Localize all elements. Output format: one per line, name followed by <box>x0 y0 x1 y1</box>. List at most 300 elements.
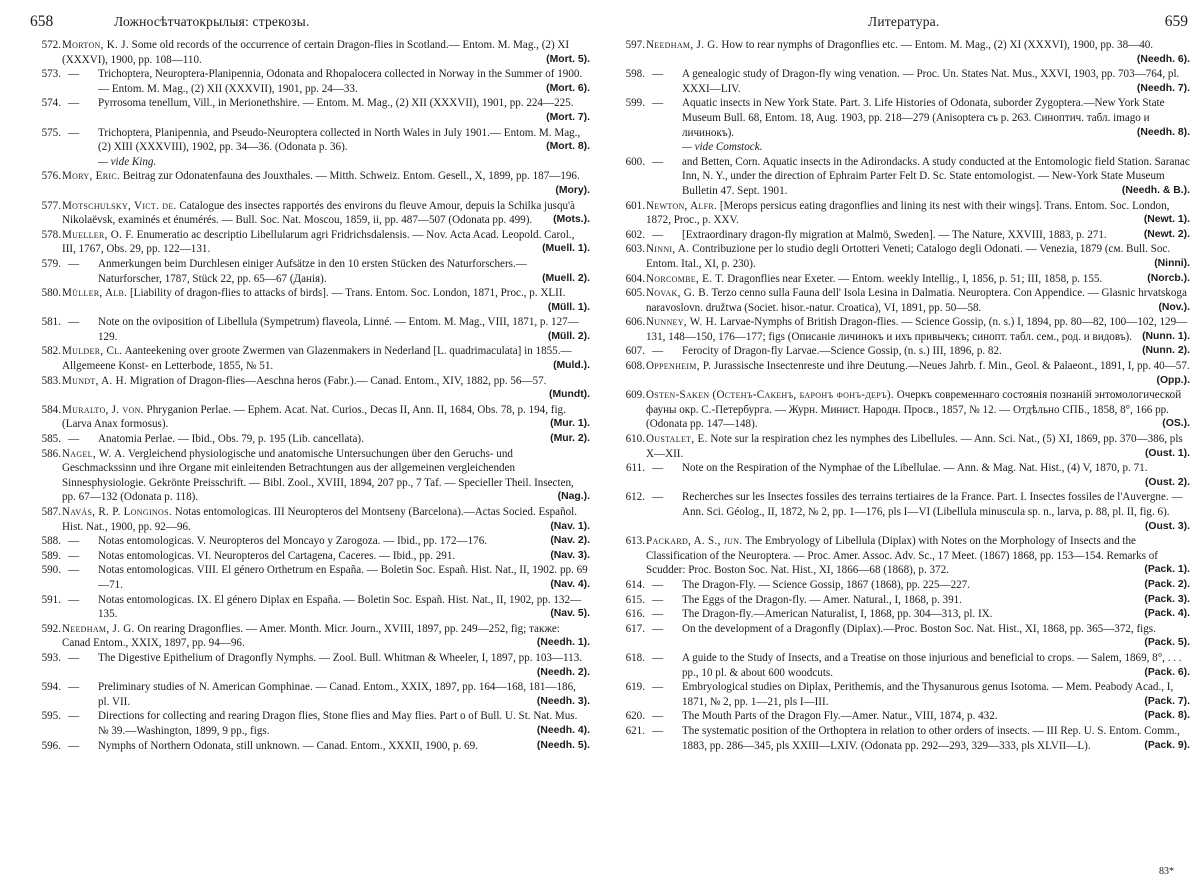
citation-tag: (Müll. 1). <box>547 301 590 313</box>
citation-tag: (Nav. 5). <box>550 608 590 620</box>
citation-tag: (Nav. 2). <box>550 535 590 547</box>
citation-tag: (Pack. 7). <box>1144 695 1190 707</box>
citation-tag: (Mur. 2). <box>550 433 590 445</box>
entry-body <box>646 534 1190 578</box>
entry-text: [Merops persicus eating dragonflies and lining its nest with their wings]. Trans. Entom. Soc. London, 1872, Proc., p. XXV. <box>646 199 1170 227</box>
entry-author <box>646 200 717 212</box>
bibliography-entry <box>28 549 590 564</box>
citation-tag: (Müll. 2). <box>547 330 590 342</box>
citation-tag: (Mots.). <box>553 214 590 226</box>
ditto-dash: — <box>68 739 80 752</box>
bibliography-entry <box>612 359 1190 388</box>
bibliography-entry <box>28 403 590 432</box>
citation-tag: (Pack. 9). <box>1144 739 1190 751</box>
entry-text: Ferocity of Dragon-fly Larvae.—Science Gossip, (n. s.) III, 1896, p. 82. <box>682 345 1002 358</box>
entry-body <box>98 593 590 622</box>
bibliography-entry <box>612 651 1190 680</box>
entry-text: Contribuzione per lo studio degli Ortotteri Veneti; Catalogo degli Odonati. — Venezia, 1879 (см. Bull. Soc. Entom. Ital., XI, p. 230). <box>646 243 1171 270</box>
citation-tag: (Pack. 6). <box>1144 666 1190 678</box>
entry-text: Catalogue des insectes rapportés des environs du fleuve Amour, depuis la Schilka jusqu'à Nikolaëvsk, examinés et énumérés. — Bull. Soc. Nat. Moscou, 1859, ii, pp. 487—507 (Odonata pp. 499). <box>62 199 575 227</box>
bibliography-entry <box>612 242 1190 271</box>
bibliography-entry <box>612 724 1190 753</box>
entry-number: 615. <box>625 593 645 606</box>
citation-tag: (Mort. 5). <box>546 53 590 65</box>
bibliography-entry <box>28 534 590 549</box>
bibliography-entry <box>612 432 1190 461</box>
entry-author <box>62 200 177 212</box>
entry-text: Notas entomologicas. VI. Neuropteros del Cartagena, Caceres. — Ibid., pp. 291. <box>98 549 456 562</box>
entry-text: Jurassische Insectenreste und ihre Deutung.—Neues Jahrb. f. Min., Geol. & Palaeont., 1891, I, pp. 40—57. <box>713 360 1190 373</box>
bibliography-entry <box>612 607 1190 622</box>
entry-author <box>646 243 689 255</box>
citation-tag: (Pack. 8). <box>1144 710 1190 722</box>
entry-body <box>98 534 590 549</box>
entry-number: 611. <box>625 462 645 475</box>
entry-number: 594. <box>41 681 61 694</box>
bibliography-entry <box>612 344 1190 359</box>
citation-tag: (Newt. 1). <box>1143 214 1190 226</box>
bibliography-entry <box>28 432 590 447</box>
entry-text: The Dragon-fly.—American Naturalist, I, 1868, pp. 304—313, pl. IX. <box>682 608 993 621</box>
bibliography-entry <box>28 622 590 651</box>
entry-number: 617. <box>625 622 645 635</box>
bibliography-entry <box>612 680 1190 709</box>
author-name: Novak, G. B. <box>646 287 709 300</box>
ditto-dash: — <box>652 651 664 664</box>
entry-text: The Eggs of the Dragon-fly. — Amer. Natural., I, 1868, p. 391. <box>682 593 962 606</box>
bibliography-entry <box>612 228 1190 243</box>
entry-text: Trichoptera, Planipennia, and Pseudo-Neuroptera collected in North Wales in July 1901.— Entom. M. Mag., (2) XIII (XXXVIII), 1902, pp. 34—36. (Odonata p. 36). <box>98 126 581 154</box>
entry-number: 592. <box>41 622 61 635</box>
entry-body <box>98 315 590 344</box>
citation-tag: (Needh. 6). <box>1136 53 1190 65</box>
entry-author <box>62 623 135 635</box>
entry-number: 575. <box>41 126 61 139</box>
entry-number: 574. <box>41 97 61 110</box>
citation-tag: (Pack. 1). <box>1144 564 1190 576</box>
ditto-dash: — <box>68 651 80 664</box>
entry-body <box>682 724 1190 753</box>
entry-number: 584. <box>41 403 61 416</box>
entry-text: Vergleichend physiologische und anatomische Untersuchungen über den Geruchs- und Geschmackssinn und ihre Organe mit einleitenden Betrachtungen aus der allgemeinen vergleichenden Sinnesphysiologie. Gekrönte Preisschrift. — Bibl. Zool., XVIII, 1894, 207 pp., 7 Taf. — Specieller Theil. Insecten, pp. 67—132 (Odonata p. 118). <box>62 447 574 504</box>
bibliography-list <box>612 38 1190 753</box>
entry-text: Enumeratio ac descriptio Libellularum agri Fridrichsdalensis. — Nov. Acta Acad. Leopold. Carol., III, 1767, Obs. 29, pp. 122—131. <box>62 228 575 256</box>
entry-number: 600. <box>625 155 645 168</box>
author-name: Needham, J. G. <box>62 622 135 635</box>
entry-number: 616. <box>625 608 645 621</box>
entry-number: 577. <box>41 199 61 212</box>
ditto-dash: — <box>652 681 664 694</box>
entry-body <box>682 709 1190 724</box>
entry-body <box>682 228 1190 243</box>
bibliography-list <box>28 38 590 753</box>
entry-body <box>646 315 1190 344</box>
see-also-note: — vide Comstock. <box>682 141 763 154</box>
citation-tag: (Needh. 2). <box>536 666 590 678</box>
ditto-dash: — <box>652 345 664 358</box>
entry-text: and Betten, Corn. Aquatic insects in the Adirondacks. A study conducted at the Entomologic field Station. Saranac Inn, N. Y., under the direction of Ephraim Parter Felt D. Sc. State entomologist. — New-York State Museum Bulletin 47. Sept. 1901. <box>682 155 1190 197</box>
citation-tag: (Mur. 1). <box>550 418 590 430</box>
entry-text: The Digestive Epithelium of Dragonfly Nymphs. — Zool. Bull. Whitman & Wheeler, I, 1897, pp. 103—113. <box>98 651 583 664</box>
entry-author <box>646 389 894 401</box>
citation-tag: (Pack. 4). <box>1144 608 1190 620</box>
bibliography-entry <box>612 709 1190 724</box>
ditto-dash: — <box>652 593 664 606</box>
ditto-dash: — <box>68 593 80 606</box>
author-name: Packard, A. S., jun. <box>646 535 743 548</box>
entry-text: Note on the Respiration of the Nymphae of the Libellulae. — Ann. & Mag. Nat. Hist., (4) V, 1870, p. 71. <box>682 462 1148 475</box>
ditto-dash: — <box>68 433 80 446</box>
bibliography-entry <box>612 272 1190 287</box>
entry-body <box>98 432 590 447</box>
entry-number: 585. <box>41 433 61 446</box>
running-title: Литература. <box>868 14 940 29</box>
entry-author <box>646 273 724 285</box>
entry-body <box>98 709 590 738</box>
bibliography-entry <box>28 344 590 373</box>
ditto-dash: — <box>652 491 664 504</box>
citation-tag: (Needh. 5). <box>536 739 590 751</box>
entry-number: 605. <box>625 287 645 300</box>
entry-text: Nymphs of Northern Odonata, still unknown. — Canad. Entom., XXXII, 1900, p. 69. <box>98 739 478 752</box>
entry-author <box>62 506 172 518</box>
author-name: Newton, Alfr. <box>646 199 718 212</box>
author-name: Needham, J. G. <box>646 39 719 51</box>
bibliography-entry <box>612 593 1190 608</box>
entry-body <box>62 286 590 315</box>
citation-tag: (Oust. 2). <box>1144 476 1190 488</box>
ditto-dash: — <box>652 622 664 635</box>
left-page <box>28 0 590 891</box>
entry-text: Aquatic insects in New York State. Part. 3. Life Histories of Odonata, suborder Zygoptera.—New York State Museum Bull. 68, Entom. 18, Aug. 1903, pp. 218—279 (Anisoptera съ p. 263. Синоптич. табл. imago и личинокъ). <box>682 97 1165 139</box>
entry-number: 591. <box>41 593 61 606</box>
entry-number: 593. <box>41 651 61 664</box>
entry-body <box>646 38 1190 67</box>
bibliography-entry <box>28 126 590 155</box>
entry-number: 582. <box>41 345 61 358</box>
entry-text: Anatomia Perlae. — Ibid., Obs. 79, p. 195 (Lib. cancellata). <box>98 433 364 446</box>
bibliography-entry <box>612 67 1190 96</box>
author-name: Muralto, J. von. <box>62 403 144 416</box>
entry-body <box>62 228 590 257</box>
citation-tag: (Pack. 5). <box>1144 637 1190 649</box>
entry-text: Notas entomologicas. VIII. El género Orthetrum en España. — Boletin Soc. Españ. Hist. Nat., II, 1902. pp. 69—71. <box>98 564 588 591</box>
entry-text: Note sur la respiration chez les nymphes des Libellules. — Ann. Sci. Nat., (5) XI, 1869, pp. 370—386, pls X—XII. <box>646 433 1183 460</box>
entry-body <box>646 242 1190 271</box>
entry-body <box>98 96 590 125</box>
entry-number: 601. <box>625 199 645 212</box>
bibliography-entry <box>612 534 1190 578</box>
entry-text: The Dragon-Fly. — Science Gossip, 1867 (1868), pp. 225—227. <box>682 578 970 591</box>
entry-author <box>62 345 122 357</box>
citation-tag: (Ninni). <box>1154 257 1190 269</box>
author-name: Mueller, O. F. <box>62 228 134 241</box>
citation-tag: (Nov.). <box>1158 301 1190 313</box>
entry-author <box>62 375 127 387</box>
entry-body <box>646 432 1190 461</box>
entry-text: Phryganion Perlae. — Ephem. Acat. Nat. Curios., Decas II, Ann. II, 1684, Obs. 78, p. 194, fig. (Larva Anax formosus). <box>62 403 566 431</box>
citation-tag: (Mory). <box>555 184 590 196</box>
citation-tag: (Nav. 4). <box>550 578 590 590</box>
ditto-dash: — <box>652 155 664 168</box>
entry-author <box>646 360 711 372</box>
citation-tag: (Needh. 8). <box>1136 126 1190 138</box>
entry-text: A guide to the Study of Insects, and a Treatise on those injurious and beneficial to crops. — Salem, 1869, 8°, . . . pp., 10 pl. & about 600 woodcuts. <box>682 651 1182 679</box>
entry-text: The Mouth Parts of the Dragon Fly.—Amer. Natur., VIII, 1874, p. 432. <box>682 710 998 723</box>
bibliography-entry <box>28 96 590 125</box>
ditto-dash: — <box>68 710 80 723</box>
entry-number: 579. <box>41 257 61 270</box>
entry-body <box>62 403 590 432</box>
entry-body <box>646 388 1190 432</box>
ditto-dash: — <box>68 316 80 329</box>
entry-body <box>646 199 1190 228</box>
citation-tag: (Muld.). <box>553 360 590 372</box>
bibliography-entry <box>612 461 1190 490</box>
entry-body <box>682 490 1190 534</box>
citation-tag: (Nav. 3). <box>550 549 590 561</box>
entry-number: 576. <box>41 170 61 183</box>
bibliography-entry <box>28 169 590 198</box>
entry-text: [Liability of dragon-flies to attacks of birds]. — Trans. Entom. Soc. London, 1871, Proc., p. XLII. <box>129 287 566 300</box>
ditto-dash: — <box>68 97 80 110</box>
entry-number: 619. <box>625 681 645 694</box>
author-name: Morton, K. J. <box>62 39 129 51</box>
entry-body <box>682 155 1190 199</box>
entry-number: 618. <box>625 651 645 664</box>
bibliography-entry <box>28 593 590 622</box>
entry-number: 613. <box>625 535 645 548</box>
citation-tag: (Needh. 1). <box>536 637 590 649</box>
citation-tag: (Norcb.). <box>1147 272 1190 284</box>
entry-body <box>682 578 1190 593</box>
entry-author <box>646 535 742 547</box>
entry-number: 588. <box>41 535 61 548</box>
citation-tag: (Opp.). <box>1156 374 1190 386</box>
author-name: Nunney, W. H. <box>646 316 718 329</box>
page-number: 659 <box>1164 13 1188 30</box>
citation-tag: (Needh. 7). <box>1136 82 1190 94</box>
entry-text: Note on the oviposition of Libellula (Sympetrum) flaveola, Linné. — Entom. M. Mag., VIII, 1871, p. 127—129. <box>98 316 579 343</box>
ditto-dash: — <box>68 126 80 139</box>
signature-mark: 83* <box>1159 866 1174 877</box>
ditto-dash: — <box>652 578 664 591</box>
entry-text: Очеркъ современнаго состоянія познаній энтомологической фауны окр. С.-Петербурга. — Журн. Минист. Народн. Просв., 1857, № 12. — Отдѣльно СПБ., 1858, 8°, 166 pp. (Odonata pp. 147—148). <box>646 389 1182 431</box>
bibliography-entry <box>28 257 590 286</box>
citation-tag: (Newt. 2). <box>1143 228 1190 240</box>
bibliography-entry <box>28 315 590 344</box>
bibliography-entry <box>28 286 590 315</box>
entry-text: Aanteekening over groote Zwermen van Glazenmakers in Nederland [L. quadrimaculata] in 1855.—Allgemeene Konst- en Letterbode, 1855, № 51. <box>62 345 572 373</box>
bibliography-entry <box>612 490 1190 534</box>
entry-number: 573. <box>41 68 61 81</box>
entry-body <box>62 38 590 67</box>
entry-body <box>98 257 590 286</box>
author-name: Mory, Eric. <box>62 170 121 183</box>
entry-author <box>646 433 708 445</box>
citation-tag: (Nunn. 2). <box>1142 345 1190 357</box>
entry-body <box>682 622 1190 651</box>
entry-number: 604. <box>625 272 645 285</box>
ditto-dash: — <box>68 549 80 562</box>
entry-body <box>62 505 590 534</box>
author-name: Oustalet, E. <box>646 433 708 446</box>
ditto-dash: — <box>652 608 664 621</box>
bibliography-entry <box>612 199 1190 228</box>
bibliography-entry <box>612 38 1190 67</box>
entry-author <box>62 170 120 182</box>
entry-text: On rearing Dragonflies. — Amer. Month. Micr. Journ., XVIII, 1897, pp. 249—252, fig; также: Canad Entom., XXIX, 1897, pp. 94—96. <box>62 622 560 650</box>
page-header <box>612 0 1190 38</box>
page-number: 658 <box>30 13 54 30</box>
entry-text: Pyrrosoma tenellum, Vill., in Merionethshire. — Entom. M. Mag., (2) XII (XXXVII), 1901, pp. 224—225. <box>98 97 574 110</box>
entry-body <box>62 344 590 373</box>
entry-number: 609. <box>625 389 645 402</box>
bibliography-entry <box>28 228 590 257</box>
entry-body <box>682 344 1190 359</box>
entry-body <box>646 272 1190 287</box>
author-name: Ninni, A. <box>646 243 690 256</box>
entry-author <box>646 287 709 299</box>
entry-body <box>682 593 1190 608</box>
entry-body <box>646 286 1190 315</box>
ditto-dash: — <box>652 710 664 723</box>
bibliography-entry <box>612 578 1190 593</box>
entry-text: Notas entomologicas. III Neuropteros del Montseny (Barcelona).—Actas Socied. Español. Hist. Nat., 1900, pp. 92—96. <box>62 506 578 533</box>
citation-tag: (Needh. & B.). <box>1121 184 1190 196</box>
entry-body <box>682 651 1190 680</box>
entry-body <box>682 67 1190 96</box>
entry-author <box>646 316 717 328</box>
entry-body <box>682 680 1190 709</box>
right-page <box>612 0 1190 891</box>
entry-number: 610. <box>625 433 645 446</box>
author-name: Osten-Saken (Остенъ-Сакенъ, баронъ фонъ-деръ). <box>646 389 894 402</box>
entry-body <box>62 622 590 651</box>
entry-text: Trichoptera, Neuroptera-Planipennia, Odonata and Rhopalocera collected in Norway in the Summer of 1900. — Entom. M. Mag., (2) XII (XXXVII), 1901, pp. 24—33. <box>98 68 583 95</box>
entry-body <box>98 67 590 96</box>
citation-tag: (Pack. 3). <box>1144 593 1190 605</box>
entry-number: 589. <box>41 549 61 562</box>
entry-text: Recherches sur les Insectes fossiles des terrains tertiaires de la France. Part. I. Insectes fossiles de l'Auvergne. — Ann. Sci. Géolog., II, 1872, № 2, pp. 1—176, pls I—VI (Libellula minuscula sp. n., larva, p. 88, pl. II, fig. 6). <box>682 491 1183 518</box>
bibliography-entry <box>612 388 1190 432</box>
entry-body <box>682 96 1190 140</box>
entry-text: Larvae-Nymphs of British Dragon-flies. — Science Gossip, (n. s.) I, 1894, pp. 80—82, 100—102, 129—131, 148—150, 176—177; figs (Описаніе личинокъ и ихъ привычекъ; синопт. табл. сем., род. и видовъ). <box>646 316 1188 343</box>
entry-body <box>682 461 1190 490</box>
bibliography-entry <box>612 286 1190 315</box>
ditto-dash: — <box>68 257 80 270</box>
citation-tag: (Mort. 8). <box>546 141 590 153</box>
bibliography-entry <box>612 315 1190 344</box>
entry-author <box>62 287 127 299</box>
running-title: Ложносѣтчатокрылыя: стрекозы. <box>114 14 310 29</box>
entry-body <box>98 651 590 680</box>
entry-number: 598. <box>625 68 645 81</box>
ditto-dash: — <box>68 681 80 694</box>
entry-body <box>62 374 590 403</box>
entry-number: 621. <box>625 724 645 737</box>
entry-number: 597. <box>625 39 645 51</box>
bibliography-entry <box>28 67 590 96</box>
entry-body <box>62 447 590 505</box>
entry-number: 612. <box>625 491 645 504</box>
entry-text: [Extraordinary dragon-fly migration at Malmö, Sweden]. — The Nature, XXVIII, 1883, p. 271. <box>682 228 1107 241</box>
bibliography-entry <box>28 505 590 534</box>
bibliography-entry <box>28 563 590 592</box>
citation-tag: (Nag.). <box>557 491 590 503</box>
entry-number: 572. <box>41 39 61 51</box>
entry-text: Notas entomologicas. IX. El género Diplax en España. — Boletin Soc. Españ. Hist. Nat., II, 1902, pp. 132—135. <box>98 593 582 621</box>
entry-text: The Embryology of Libellula (Diplax) with Notes on the Morphology of Insects and the Classification of the Neuroptera. — Proc. Amer. Assoc. Adv. Sc., 17 Meet. (1867) 1868, pp. 153—154. Remarks of Scudder: Proc. Boston Soc. Nat. Hist., XI, 1866—68 (1868), p. 372. <box>646 535 1158 577</box>
entry-text: On the development of a Dragonfly (Diplax).—Proc. Boston Soc. Nat. Hist., XI, 1868, pp. 365—372, figs. <box>682 622 1156 635</box>
entry-author <box>646 39 719 51</box>
entry-text: The systematic position of the Orthoptera in relation to other orders of insects. — III Rep. U. S. Entom. Comm., 1883, pp. 286—345, pls XXIII—LXIV. (Odonata pp. 292—293, 329—333, pls XLVII—L). <box>682 724 1180 752</box>
entry-body <box>646 359 1190 388</box>
entry-body <box>62 199 590 228</box>
entry-text: Some old records of the occurrence of certain Dragon-flies in Scotland.— Entom. M. Mag., (2) XI (XXXVI), 1900, pp. 108—110. <box>62 39 570 66</box>
entry-body <box>98 739 590 754</box>
entry-text: Preliminary studies of N. American Gomphinae. — Canad. Entom., XXIX, 1897, pp. 164—168, 181—186, pl. VII. <box>98 681 576 708</box>
bibliography-entry <box>28 374 590 403</box>
author-name: Müller, Alb. <box>62 287 128 300</box>
entry-number: 581. <box>41 316 61 329</box>
ditto-dash: — <box>68 564 80 577</box>
entry-text: Beitrag zur Odonatenfauna des Jouxthales. — Mitth. Schweiz. Entom. Gesell., X, 1899, pp. 187—196. <box>122 170 580 183</box>
ditto-dash: — <box>652 228 664 241</box>
entry-text: Dragonflies near Exeter. — Entom. weekly Intellig., I, 1856, p. 51; III, 1858, p. 155. <box>727 272 1103 285</box>
bibliography-entry <box>28 38 590 67</box>
entry-body <box>62 169 590 198</box>
citation-tag: (Mort. 6). <box>546 82 590 94</box>
citation-tag: (Needh. 4). <box>536 724 590 736</box>
ditto-dash: — <box>68 68 80 81</box>
author-name: Mundt, A. H. <box>62 374 127 387</box>
entry-number: 614. <box>625 578 645 591</box>
entry-number: 608. <box>625 360 645 373</box>
entry-number: 603. <box>625 243 645 256</box>
bibliography-entry <box>612 155 1190 199</box>
entry-number: 607. <box>625 345 645 358</box>
ditto-dash: — <box>68 535 80 548</box>
entry-text: Notas entomologicas. V. Neuropteros del Moncayo y Zarogoza. — Ibid., pp. 172—176. <box>98 535 488 548</box>
citation-tag: (OS.). <box>1162 418 1190 430</box>
see-also-note: — vide King. <box>98 155 157 168</box>
page-header <box>28 0 590 38</box>
entry-author <box>62 229 134 241</box>
entry-number: 583. <box>41 374 61 387</box>
bibliography-entry <box>28 709 590 738</box>
entry-number: 599. <box>625 97 645 110</box>
entry-text: Directions for collecting and rearing Dragon flies, Stone flies and May flies. Part o of Bull. U. St. Nat. Mus. № 39.—Washington, 1899, 9 pp., figs. <box>98 710 578 737</box>
author-name: Nagel, W. A. <box>62 447 126 460</box>
entry-number: 595. <box>41 710 61 723</box>
citation-tag: (Oust. 3). <box>1144 520 1190 532</box>
entry-number: 587. <box>41 506 61 518</box>
entry-text: Migration of Dragon-flies—Aeschna heros (Fabr.).— Canad. Entom., XIV, 1882, pp. 56—57. <box>129 374 547 387</box>
bibliography-entry <box>28 680 590 709</box>
citation-tag: (Muell. 1). <box>542 243 590 255</box>
entry-body <box>98 563 590 592</box>
entry-body <box>98 549 590 564</box>
entry-number: 606. <box>625 316 645 329</box>
entry-number: 620. <box>625 710 645 723</box>
citation-tag: (Nunn. 1). <box>1142 330 1190 342</box>
bibliography-entry <box>612 622 1190 651</box>
entry-author <box>62 448 125 460</box>
entry-number: 590. <box>41 564 61 577</box>
author-name: Norcombe, E. T. <box>646 272 725 285</box>
citation-tag: (Pack. 2). <box>1144 578 1190 590</box>
